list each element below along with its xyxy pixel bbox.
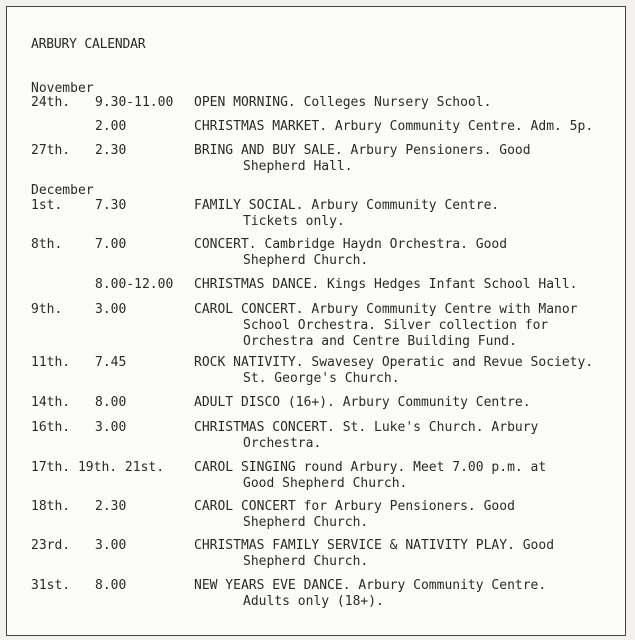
event-line: ROCK NATIVITY. Swavesey Operatic and Revue Society. [194, 355, 594, 370]
event-time: 8.00 [95, 578, 127, 593]
event-line: OPEN MORNING. Colleges Nursery School. [194, 95, 492, 110]
event-description [194, 420, 538, 452]
month-heading: December [31, 183, 94, 198]
event-line: School Orchestra. Silver collection for [243, 318, 549, 333]
event-line: NEW YEARS EVE DANCE. Arbury Community Centre. [194, 578, 547, 593]
event-line: CHRISTMAS CONCERT. St. Luke's Church. Arbury [194, 420, 539, 435]
event-date: 23rd. [31, 538, 71, 553]
event-description [194, 538, 554, 570]
event-time: 8.00 [95, 395, 127, 410]
event-description [194, 143, 531, 175]
event-description [194, 237, 507, 269]
month-heading: November [31, 81, 94, 96]
event-time: 7.45 [95, 355, 127, 370]
event-line: CAROL SINGING round Arbury. Meet 7.00 p.m. at [194, 460, 547, 475]
event-line: CHRISTMAS FAMILY SERVICE & NATIVITY PLAY. Good [194, 538, 555, 553]
event-line: CONCERT. Cambridge Haydn Orchestra. Good [194, 237, 508, 252]
event-line: CHRISTMAS DANCE. Kings Hedges Infant School Hall. [194, 277, 578, 292]
event-time: 9.30-11.00 [95, 95, 174, 110]
event-line: BRING AND BUY SALE. Arbury Pensioners. Good [194, 143, 531, 158]
event-time: 3.00 [95, 420, 127, 435]
event-line: Orchestra and Centre Building Fund. [243, 334, 517, 349]
event-time: 3.00 [95, 538, 127, 553]
event-line: FAMILY SOCIAL. Arbury Community Centre. [194, 198, 500, 213]
event-line: CAROL CONCERT for Arbury Pensioners. Good [194, 499, 515, 514]
event-date: 9th. [31, 302, 63, 317]
event-line: Shepherd Church. [243, 515, 369, 530]
calendar-title: ARBURY CALENDAR [31, 37, 146, 52]
event-date: 24th. [31, 95, 71, 110]
event-date: 18th. [31, 499, 71, 514]
event-line: St. George's Church. [243, 371, 400, 386]
event-description [194, 578, 546, 610]
event-description [194, 460, 546, 492]
event-line: CHRISTMAS MARKET. Arbury Community Centre. Adm. 5p. [194, 119, 594, 134]
event-description [194, 355, 593, 387]
event-description [194, 499, 515, 531]
event-line: Adults only (18+). [243, 594, 384, 609]
event-line: Shepherd Church. [243, 253, 369, 268]
event-line: Good Shepherd Church. [243, 476, 408, 491]
event-description [194, 302, 578, 350]
event-line: Orchestra. [243, 436, 322, 451]
event-time: 3.00 [95, 302, 127, 317]
calendar-sheet [6, 6, 626, 636]
event-line: Shepherd Church. [243, 554, 369, 569]
event-time: 2.00 [95, 119, 127, 134]
event-time: 2.30 [95, 499, 127, 514]
event-date: 1st. [31, 198, 63, 213]
event-date: 27th. [31, 143, 71, 158]
event-date: 16th. [31, 420, 71, 435]
event-date: 8th. [31, 237, 63, 252]
event-description [194, 198, 499, 230]
event-description [194, 119, 593, 135]
event-time: 7.30 [95, 198, 127, 213]
event-description [194, 95, 491, 111]
event-description [194, 395, 531, 411]
event-description [194, 277, 578, 293]
event-date: 17th. 19th. 21st. [31, 460, 165, 475]
event-line: ADULT DISCO (16+). Arbury Community Centre. [194, 395, 531, 410]
event-time: 2.30 [95, 143, 127, 158]
event-line: Shepherd Hall. [243, 159, 353, 174]
event-date: 31st. [31, 578, 71, 593]
event-time: 8.00-12.00 [95, 277, 174, 292]
event-date: 14th. [31, 395, 71, 410]
event-line: Tickets only. [243, 214, 345, 229]
event-line: CAROL CONCERT. Arbury Community Centre with Manor [194, 302, 578, 317]
event-time: 7.00 [95, 237, 127, 252]
event-date: 11th. [31, 355, 71, 370]
